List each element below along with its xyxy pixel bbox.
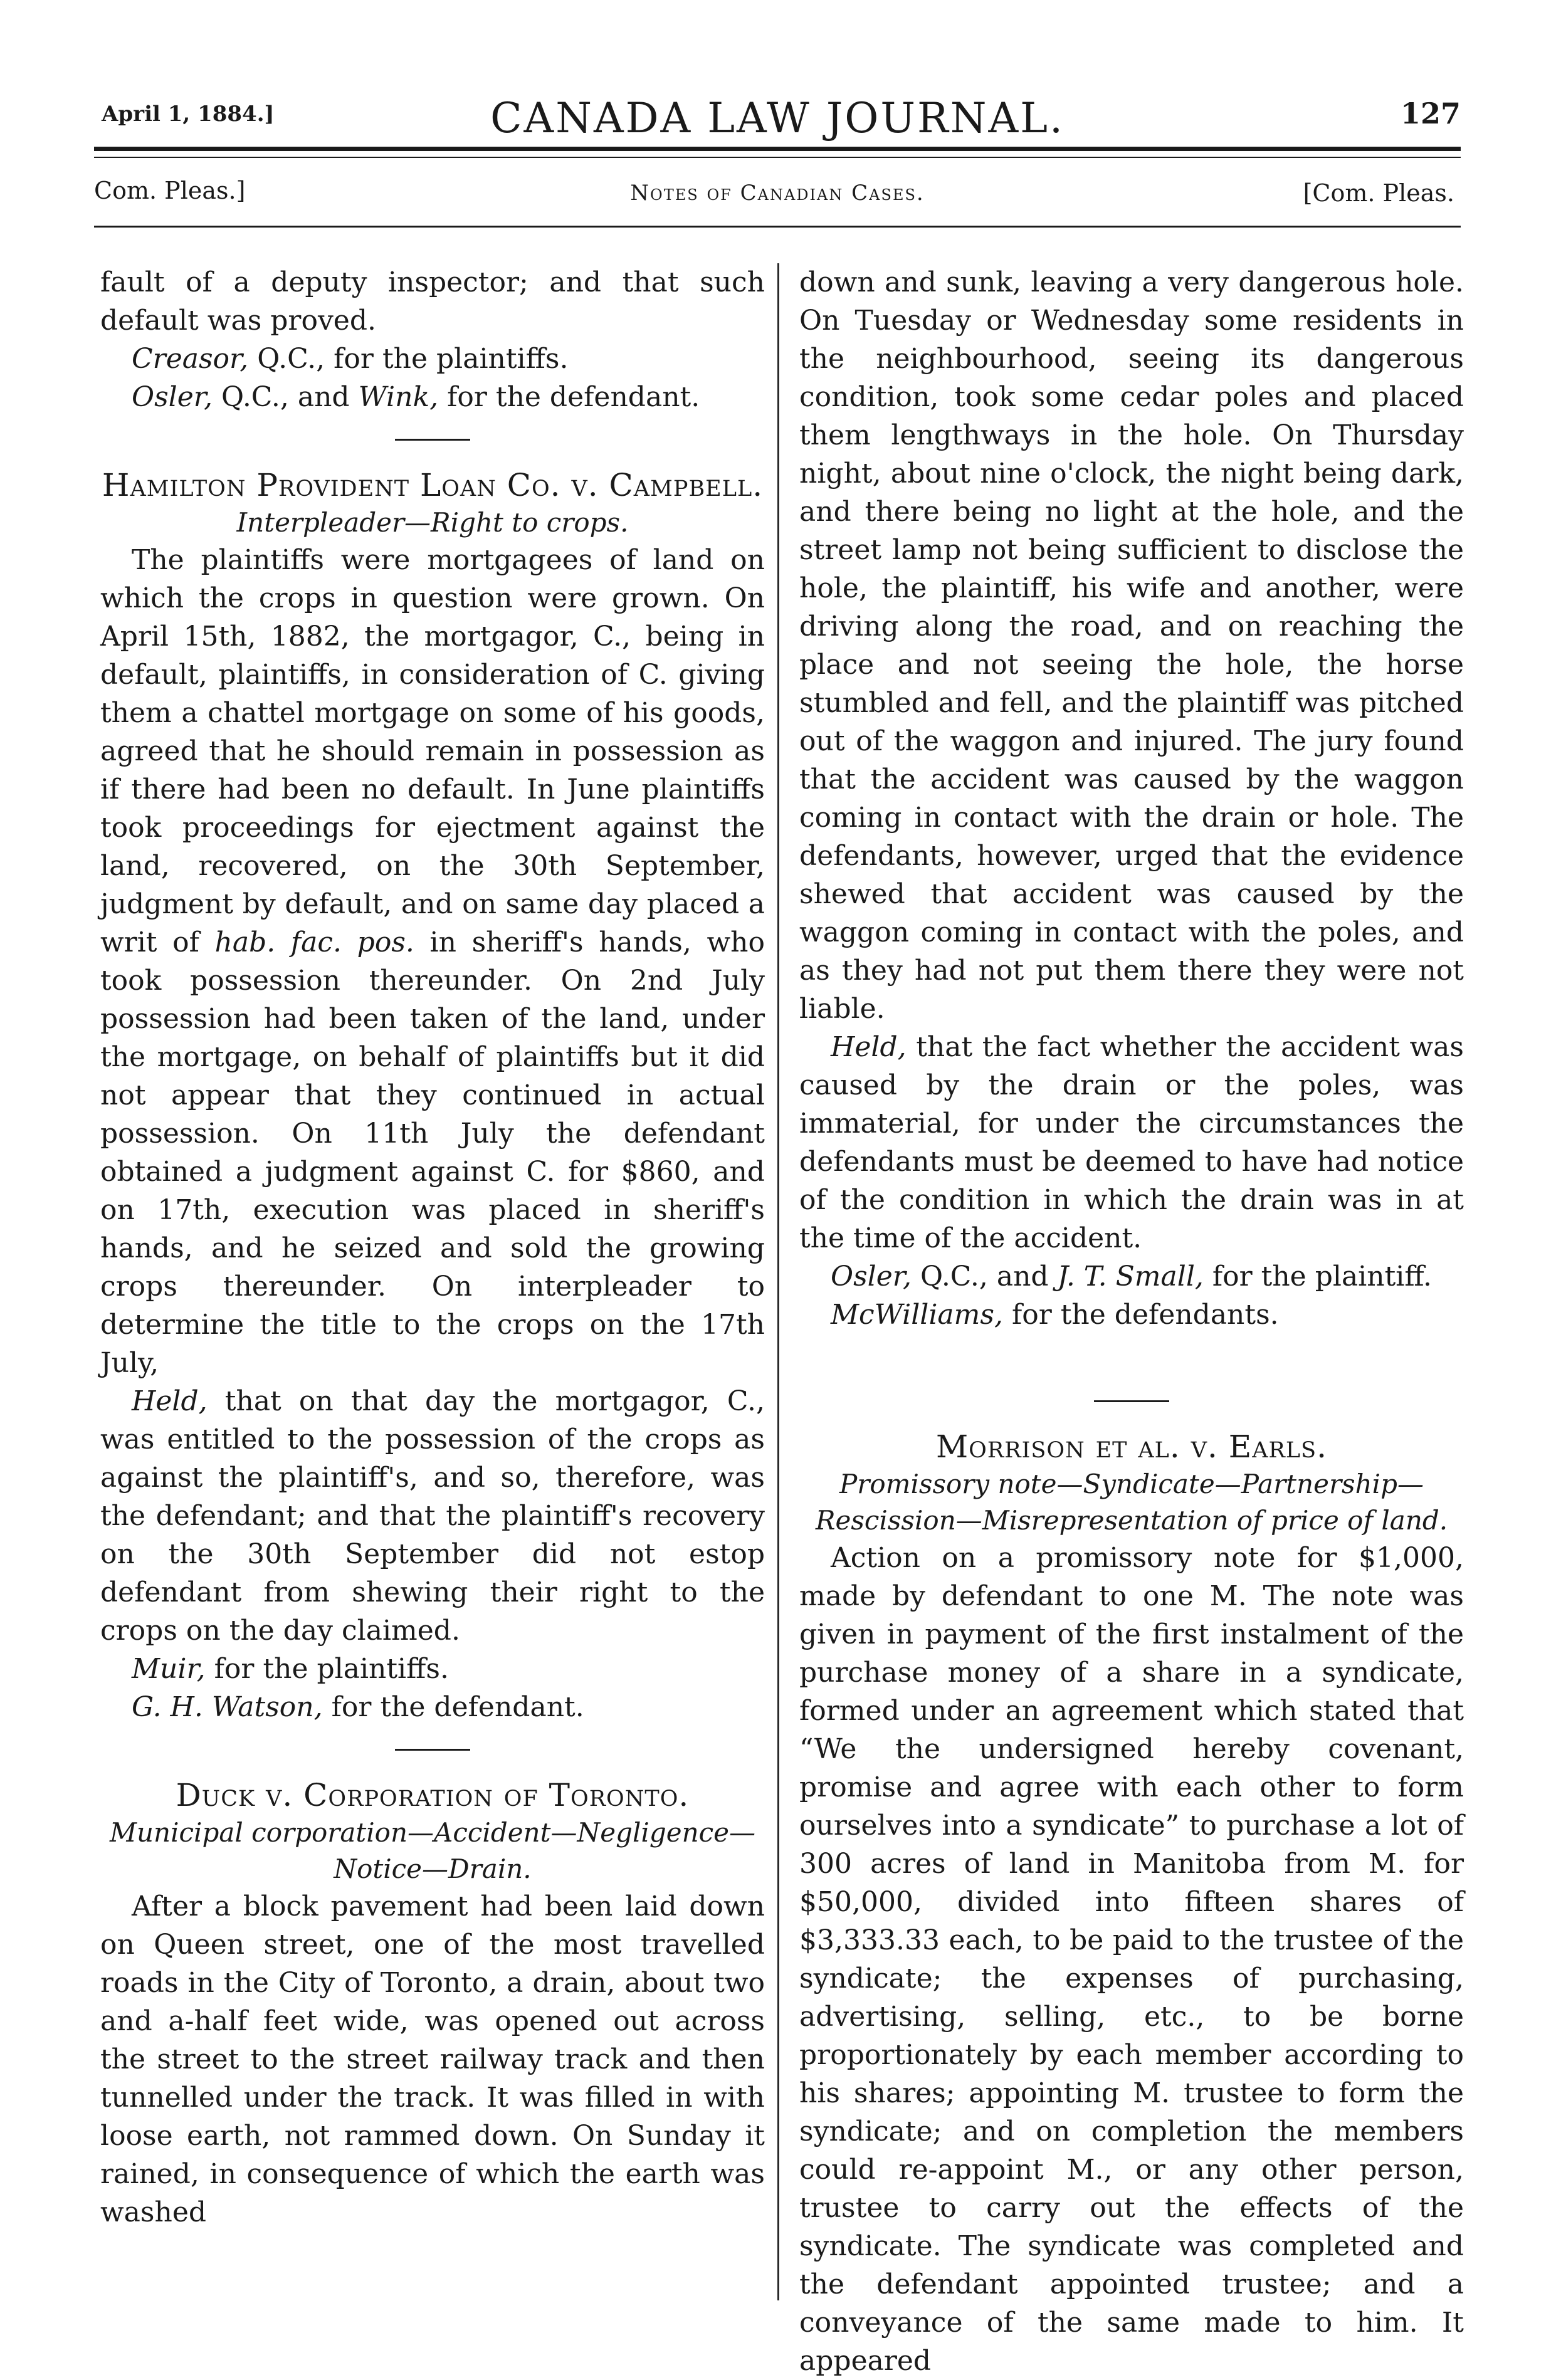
court-label-right: [Com. Pleas.	[1303, 179, 1454, 207]
section-rule	[94, 226, 1461, 228]
running-head	[94, 94, 1461, 144]
case-separator	[1094, 1400, 1169, 1402]
section-head	[94, 177, 1461, 214]
case-body-duck: After a block pavement had been laid down on Queen street, one of the most travelled roads in the City of Toronto, a drain, about two and a-half feet wide, was opened out across the street to the street railway track and then tunnelled under the track. It was filled in with loose earth, not rammed down. On Sunday it rained, in consequence of which the earth was washed	[100, 1890, 765, 2228]
catchwords-hamilton: Interpleader—Right to crops.	[236, 507, 629, 538]
case-body-morrison: Action on a promissory note for $1,000, made by defendant to one M. The note was given in payment of the first instalment of the purchase money of a share in a syndicate, formed under an agreement which stated that “We the undersigned hereby covenant, promise and agree with each other to form ourselves into a syndicate” to purchase a lot of 300 acres of land in Manitoba from M. for $50,000, divided into fifteen shares of $3,333.33 each, to be paid to the trustee of the syndicate; the expenses of purchasing, advertising, selling, etc., to be borne proportionately by each member according to his shares; appointing M. trustee to form the syndicate; and on completion the members could re-appoint M., or any other person, trustee to carry out the effects of the syndicate. The syndicate was completed and the defendant appointed trustee; and a conveyance of the same made to him. It appeared	[799, 1542, 1464, 2377]
page-number: 127	[1400, 97, 1461, 130]
catchwords-duck: Municipal corporation—Accident—Negligence—Notice—Drain.	[109, 1817, 756, 1884]
header-rule-thick	[94, 147, 1461, 151]
case-separator	[395, 439, 470, 441]
counsel-hamilton-defendant: G. H. Watson, for the defendant.	[132, 1691, 584, 1723]
intro-counsel-plaintiffs: Creasor, Q.C., for the plaintiffs.	[132, 343, 569, 375]
case-body-hamilton: The plaintiffs were mortgagees of land on which the crops in question were grown. On April 15th, 1882, the mortgagor, C., being in default, plaintiffs, in consideration of C. giving them a chattel mortgage on some of his goods, agreed that he should remain in possession as if there had been no default. In June plaintiffs took proceedings for ejectment against the land, recovered, on the 30th September, judgment by default, and on same day placed a writ of hab. fac. pos. in sheriff's hands, who took possession thereunder. On 2nd July possession had been taken of the land, under the mortgage, on behalf of plaintiffs but it did not appear that they continued in actual possession. On 11th July the defendant obtained a judgment against C. for $860, and on 17th, execution was placed in sheriff's hands, and he seized and sold the growing crops thereunder. On interpleader to determine the title to the crops on the 17th July,	[100, 544, 765, 1379]
case-title-duck: Duck v. Corporation of Toronto.	[176, 1777, 690, 1813]
column-divider	[777, 263, 779, 2300]
journal-title: CANADA LAW JOURNAL.	[490, 94, 1064, 142]
header-rule-thin	[94, 157, 1461, 158]
court-label-left: Com. Pleas.]	[94, 177, 246, 204]
case-title-morrison: Morrison et al. v. Earls.	[935, 1429, 1327, 1465]
spacer	[799, 1334, 1464, 1378]
case-title-hamilton: Hamilton Provident Loan Co. v. Campbell.	[102, 467, 764, 503]
holding-duck: Held, that the fact whether the accident was caused by the drain or the poles, was immaterial, for under the circumstances the defendants must be deemed to have had notice of the condition in which the drain was in at the time of the accident.	[799, 1031, 1464, 1254]
issue-date: April 1, 1884.]	[102, 102, 275, 127]
intro-paragraph: fault of a deputy inspector; and that such default was proved.	[100, 266, 765, 337]
counsel-duck-defendants: McWilliams, for the defendants.	[831, 1299, 1279, 1331]
section-title: Notes of Canadian Cases.	[630, 181, 925, 206]
case-separator	[395, 1749, 470, 1751]
right-column	[799, 263, 1464, 2380]
holding-hamilton: Held, that on that day the mortgagor, C., was entitled to the possession of the crops as against the plaintiff's, and so, therefore, was the defendant; and that the plaintiff's recovery on the 30th September did not estop defendant from shewing their right to the crops on the day claimed.	[100, 1385, 765, 1647]
counsel-hamilton-plaintiffs: Muir, for the plaintiffs.	[132, 1653, 449, 1685]
left-column	[100, 263, 765, 2231]
intro-counsel-defendant: Osler, Q.C., and Wink, for the defendant.	[132, 381, 700, 413]
case-body-duck-continued: down and sunk, leaving a very dangerous hole. On Tuesday or Wednesday some residents in the neighbourhood, seeing its dangerous condition, took some cedar poles and placed them lengthways in the hole. On Thursday night, about nine o'clock, the night being dark, and there being no light at the hole, and the street lamp not being sufficient to disclose the hole, the plaintiff, his wife and another, were driving along the road, and on reaching the place and not seeing the hole, the horse stumbled and fell, and the plaintiff was pitched out of the waggon and injured. The jury found that the accident was caused by the waggon coming in contact with the drain or hole. The defendants, however, urged that the evidence shewed that accident was caused by the waggon coming in contact with the poles, and as they had not put them there they were not liable.	[799, 266, 1464, 1025]
catchwords-morrison: Promissory note—Syndicate—Partnership—Rescission—Misrepresentation of price of land.	[815, 1469, 1448, 1536]
counsel-duck-plaintiff: Osler, Q.C., and J. T. Small, for the plaintiff.	[831, 1261, 1432, 1292]
